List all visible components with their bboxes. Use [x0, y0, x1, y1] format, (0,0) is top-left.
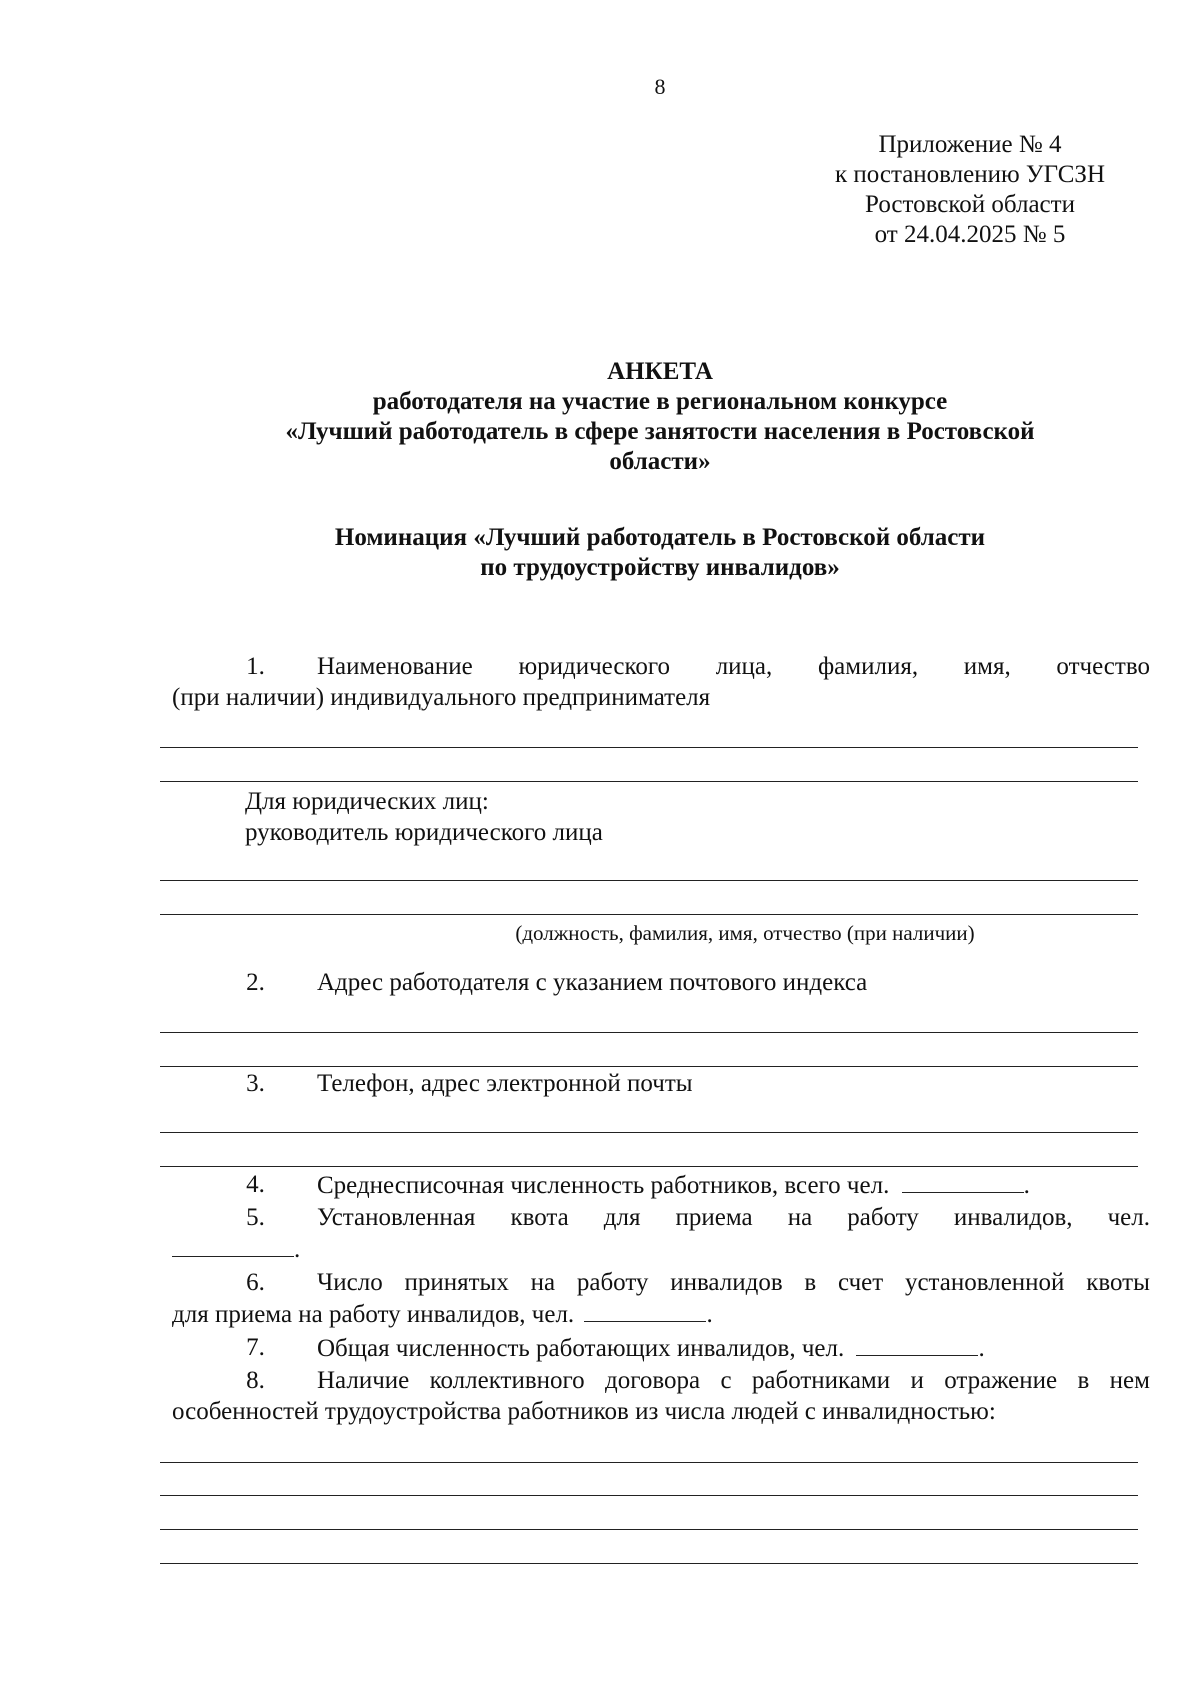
- item-3: [0, 1069, 1200, 1101]
- fill-line[interactable]: [160, 1495, 1138, 1496]
- fill-line[interactable]: [160, 1563, 1138, 1564]
- word: фамилия,: [817, 653, 919, 680]
- word: договора: [605, 1367, 701, 1394]
- appendix-line: к постановлению УГСЗН: [834, 161, 1105, 188]
- word: юридического: [518, 653, 670, 680]
- word: отчество: [1056, 653, 1150, 680]
- appendix-block: [790, 130, 1150, 250]
- item-8-line-1: [317, 1366, 1150, 1396]
- fill-line[interactable]: [160, 1066, 1138, 1067]
- field-caption: (должность, фамилия, имя, отчество (при наличии): [515, 921, 975, 945]
- title-line: «Лучший работодатель в сфере занятости населения в Ростовской: [285, 418, 1035, 445]
- item-end: .: [294, 1236, 301, 1263]
- legal-head-label: руководитель юридического лица: [245, 819, 603, 846]
- item-text: для приема на работу инвалидов, чел.: [172, 1301, 575, 1328]
- item-text: Общая численность работающих инвалидов, чел.: [317, 1335, 845, 1362]
- item-number: 7.: [246, 1334, 265, 1361]
- answer-blank[interactable]: [584, 1299, 706, 1322]
- item-end: .: [1023, 1172, 1030, 1199]
- item-number: 3.: [246, 1070, 265, 1097]
- word: квота: [510, 1204, 569, 1231]
- document-title: [160, 357, 1160, 477]
- title-line: области»: [609, 448, 711, 475]
- nomination-line: по трудоустройству инвалидов»: [480, 554, 840, 581]
- fill-line[interactable]: [160, 1529, 1138, 1530]
- word: Наименование: [317, 653, 473, 680]
- item-number: 1.: [246, 653, 265, 680]
- nomination-line: Номинация «Лучший работодатель в Ростовской области: [334, 524, 986, 551]
- item-4: [0, 1170, 1200, 1202]
- word: установленной: [904, 1269, 1065, 1296]
- word: инвалидов: [670, 1269, 783, 1296]
- word: имя,: [963, 653, 1011, 680]
- item-1: [0, 652, 1200, 722]
- answer-blank[interactable]: [856, 1333, 978, 1356]
- word: Установленная: [317, 1204, 476, 1231]
- appendix-line: Ростовской области: [865, 191, 1075, 218]
- legal-entities-label: Для юридических лиц:: [245, 788, 489, 815]
- item-8: [0, 1366, 1200, 1430]
- answer-blank[interactable]: [172, 1234, 294, 1257]
- word: на: [787, 1204, 813, 1231]
- item-5: [0, 1203, 1200, 1267]
- fill-line[interactable]: [160, 880, 1138, 881]
- word: в: [1077, 1367, 1090, 1394]
- title-line: АНКЕТА: [607, 358, 713, 385]
- item-text: Телефон, адрес электронной почты: [317, 1070, 693, 1097]
- fill-line[interactable]: [160, 1132, 1138, 1133]
- fill-line[interactable]: [160, 1462, 1138, 1463]
- fill-line[interactable]: [160, 747, 1138, 748]
- item-1-line-2: (при наличии) индивидуального предпринимателя: [172, 684, 711, 711]
- item-number: 2.: [246, 969, 265, 996]
- word: отражение: [944, 1367, 1058, 1394]
- word: инвалидов,: [953, 1204, 1073, 1231]
- word: лица,: [715, 653, 773, 680]
- item-end: .: [978, 1335, 985, 1362]
- word: квоты: [1086, 1269, 1150, 1296]
- item-7-line: [317, 1333, 985, 1364]
- word: нем: [1109, 1367, 1150, 1394]
- word: принятых: [404, 1269, 509, 1296]
- appendix-line: от 24.04.2025 № 5: [874, 221, 1066, 248]
- item-6-line-1: [317, 1268, 1150, 1298]
- item-text: Адрес работодателя с указанием почтового индекса: [317, 969, 868, 996]
- fill-line[interactable]: [160, 1166, 1138, 1167]
- item-2: [0, 968, 1200, 1000]
- item-7: [0, 1333, 1200, 1365]
- word: на: [530, 1269, 556, 1296]
- word: и: [910, 1367, 924, 1394]
- item-8-line-2: особенностей трудоустройства работников из числа людей с инвалидностью:: [172, 1398, 996, 1425]
- item-6: [0, 1268, 1200, 1332]
- word: Число: [317, 1269, 383, 1296]
- word: для: [603, 1204, 641, 1231]
- word: Наличие: [317, 1367, 410, 1394]
- word: чел.: [1107, 1204, 1150, 1231]
- fill-line[interactable]: [160, 781, 1138, 782]
- item-4-line: [317, 1170, 1030, 1201]
- item-5-line-1: [317, 1203, 1150, 1233]
- answer-blank[interactable]: [902, 1170, 1024, 1193]
- item-text: Среднесписочная численность работников, всего чел.: [317, 1172, 890, 1199]
- fill-line[interactable]: [160, 914, 1138, 915]
- title-line: работодателя на участие в региональном конкурсе: [372, 388, 948, 415]
- item-6-line-2: [172, 1299, 713, 1330]
- word: коллективного: [429, 1367, 585, 1394]
- word: приема: [675, 1204, 753, 1231]
- word: работниками: [751, 1367, 891, 1394]
- item-number: 6.: [246, 1269, 265, 1296]
- item-5-line-2: [172, 1234, 300, 1265]
- item-end: .: [706, 1301, 713, 1328]
- word: работу: [847, 1204, 919, 1231]
- fill-line[interactable]: [160, 1032, 1138, 1033]
- item-number: 4.: [246, 1171, 265, 1198]
- appendix-line: Приложение № 4: [878, 131, 1062, 158]
- item-1-line-1: [317, 652, 1150, 682]
- nomination-heading: [160, 523, 1160, 583]
- word: с: [720, 1367, 732, 1394]
- item-number: 5.: [246, 1204, 265, 1231]
- page-number: 8: [654, 74, 666, 99]
- word: счет: [837, 1269, 884, 1296]
- word: работу: [576, 1269, 649, 1296]
- word: в: [804, 1269, 817, 1296]
- item-number: 8.: [246, 1367, 265, 1394]
